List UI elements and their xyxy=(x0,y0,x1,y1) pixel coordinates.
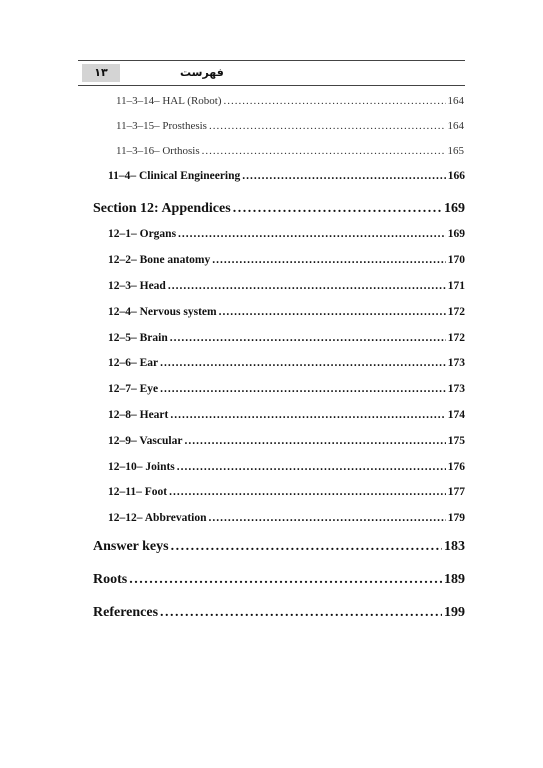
toc-entry-label: Section 12: Appendices xyxy=(93,201,231,216)
toc-entry-label: 12–9– Vascular xyxy=(108,435,183,447)
toc-entry-label: 12–6– Ear xyxy=(108,357,159,369)
toc-section-12 xyxy=(93,201,465,217)
dot-leader xyxy=(233,201,442,217)
toc-entry-11-3-14 xyxy=(116,95,464,107)
header-title: فهرست xyxy=(180,66,224,79)
dot-leader xyxy=(178,228,446,240)
toc-entry-page: 166 xyxy=(447,170,465,182)
dot-leader xyxy=(160,357,446,369)
toc-answer-keys xyxy=(93,539,465,555)
toc-entry-label: 11–3–16– Orthosis xyxy=(116,145,200,157)
toc-entry-label: 12–10– Joints xyxy=(108,461,175,473)
toc-entry-12-10 xyxy=(108,461,465,473)
toc-entry-page: 169 xyxy=(447,228,465,240)
toc-entry-label: 11–4– Clinical Engineering xyxy=(108,170,241,182)
dot-leader xyxy=(168,280,446,292)
toc-entry-12-9 xyxy=(108,435,465,447)
header-top-rule xyxy=(78,60,465,61)
toc-entry-label: Roots xyxy=(93,572,128,587)
toc-entry-12-7 xyxy=(108,383,465,395)
dot-leader xyxy=(169,486,446,498)
toc-entry-12-4 xyxy=(108,306,465,318)
toc-entry-page: 199 xyxy=(444,605,465,620)
toc-entry-label: 11–3–15– Prosthesis xyxy=(116,120,207,132)
dot-leader xyxy=(219,306,446,318)
toc-entry-label: References xyxy=(93,605,159,620)
toc-entry-label: 12–4– Nervous system xyxy=(108,306,217,318)
dot-leader xyxy=(177,461,446,473)
toc-entry-page: 177 xyxy=(447,486,465,498)
header-bottom-rule xyxy=(78,85,465,86)
toc-entry-page: 174 xyxy=(447,409,465,421)
toc-entry-12-6 xyxy=(108,357,465,369)
toc-entry-page: 164 xyxy=(447,120,464,132)
toc-entry-page: 164 xyxy=(447,95,464,107)
toc-entry-page: 183 xyxy=(444,539,465,554)
dot-leader xyxy=(160,383,446,395)
toc-entry-12-5 xyxy=(108,332,465,344)
dot-leader xyxy=(170,332,446,344)
page-number: ۱۳ xyxy=(82,64,120,82)
toc-entry-label: 12–12– Abbrevation xyxy=(108,512,207,524)
toc-entry-11-4 xyxy=(108,170,465,182)
toc-entry-12-1 xyxy=(108,228,465,240)
toc-roots xyxy=(93,572,465,588)
page-header xyxy=(78,60,465,86)
dot-leader xyxy=(170,409,445,421)
toc-entry-page: 170 xyxy=(447,254,465,266)
dot-leader xyxy=(212,254,446,266)
toc-entry-label: 12–8– Heart xyxy=(108,409,169,421)
toc-entry-page: 169 xyxy=(444,201,465,216)
toc-entry-page: 171 xyxy=(447,280,465,292)
toc-entry-page: 165 xyxy=(447,145,464,157)
toc-entry-label: 12–11– Foot xyxy=(108,486,168,498)
toc-entry-page: 175 xyxy=(447,435,465,447)
toc-entry-page: 172 xyxy=(447,306,465,318)
toc-entry-11-3-15 xyxy=(116,120,464,132)
toc-entry-label: 12–5– Brain xyxy=(108,332,168,344)
toc-entry-page: 172 xyxy=(447,332,465,344)
toc-entry-page: 189 xyxy=(444,572,465,587)
toc-entry-12-3 xyxy=(108,280,465,292)
toc-entry-11-3-16 xyxy=(116,145,464,157)
toc-entry-12-8 xyxy=(108,409,465,421)
toc-entry-label: 12–3– Head xyxy=(108,280,166,292)
toc-entry-page: 176 xyxy=(447,461,465,473)
toc-entry-label: 11–3–14– HAL (Robot) xyxy=(116,95,222,107)
dot-leader xyxy=(171,539,442,555)
toc-entry-label: Answer keys xyxy=(93,539,169,554)
toc-references xyxy=(93,605,465,621)
toc-entry-12-12 xyxy=(108,512,465,524)
dot-leader xyxy=(242,170,445,182)
dot-leader xyxy=(160,605,442,621)
toc-entry-12-11 xyxy=(108,486,465,498)
toc-entry-page: 173 xyxy=(447,383,465,395)
dot-leader xyxy=(202,145,446,157)
dot-leader xyxy=(129,572,442,588)
dot-leader xyxy=(184,435,445,447)
toc-entry-page: 173 xyxy=(447,357,465,369)
dot-leader xyxy=(209,120,446,132)
toc-entry-label: 12–2– Bone anatomy xyxy=(108,254,211,266)
toc-entry-label: 12–7– Eye xyxy=(108,383,159,395)
dot-leader xyxy=(224,95,446,107)
toc-entry-label: 12–1– Organs xyxy=(108,228,177,240)
toc-entry-page: 179 xyxy=(447,512,465,524)
dot-leader xyxy=(209,512,446,524)
toc-entry-12-2 xyxy=(108,254,465,266)
